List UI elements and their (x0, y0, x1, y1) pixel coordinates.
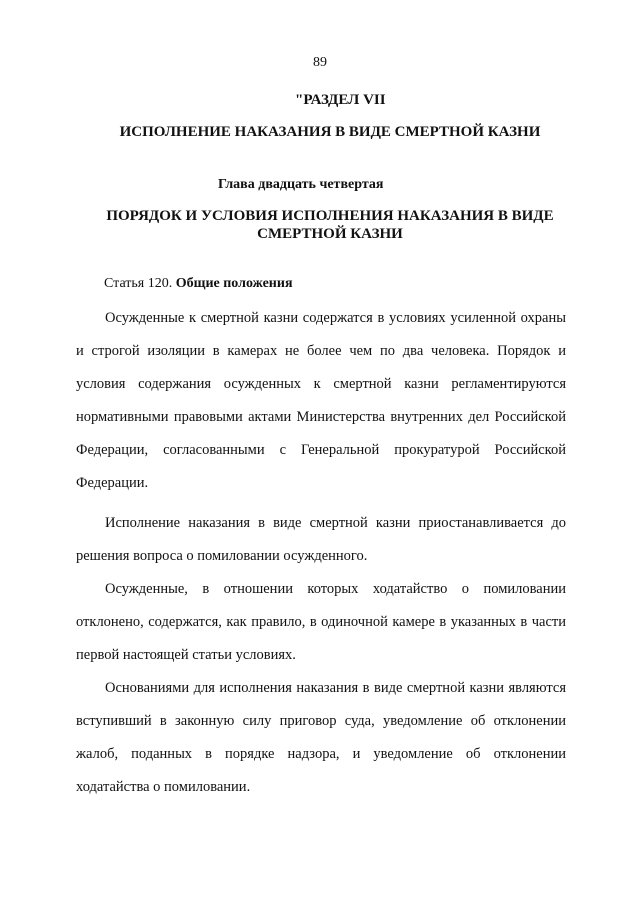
article-heading (104, 276, 293, 292)
chapter-title: ПОРЯДОК И УСЛОВИЯ ИСПОЛНЕНИЯ НАКАЗАНИЯ В ВИДЕ СМЕРТНОЙ КАЗНИ (106, 208, 554, 242)
article-number-label: Статья 120. (104, 276, 176, 291)
section-heading: "РАЗДЕЛ VII (295, 92, 386, 108)
article-paragraph: Осужденные к смертной казни содержатся в условиях усиленной охраны и строгой изоляции в камерах не более чем по два человека. Порядок и условия содержания осужденных к смертной казни регламентируются нормативными правовыми актами Министерства внутренних дел Российской Федерации, согласованными с Генеральной прокуратурой Российской Федерации. (76, 310, 566, 491)
article-paragraph: Исполнение наказания в виде смертной казни приостанавливается до решения вопроса о помиловании осужденного. (76, 515, 566, 564)
article-name: Общие положения (175, 276, 293, 291)
page-number: 89 (313, 55, 327, 70)
article-paragraph: Основаниями для исполнения наказания в виде смертной казни являются вступивший в законную силу приговор суда, уведомление об отклонении жалоб, поданных в порядке надзора, и уведомление об отклонении ходатайства о помиловании. (76, 680, 566, 795)
chapter-heading: Глава двадцать четвертая (218, 177, 384, 192)
article-paragraph: Осужденные, в отношении которых ходатайство о помиловании отклонено, содержатся, как правило, в одиночной камере в указанных в части первой настоящей статьи условиях. (76, 581, 566, 663)
section-title: ИСПОЛНЕНИЕ НАКАЗАНИЯ В ВИДЕ СМЕРТНОЙ КАЗНИ (119, 124, 541, 140)
